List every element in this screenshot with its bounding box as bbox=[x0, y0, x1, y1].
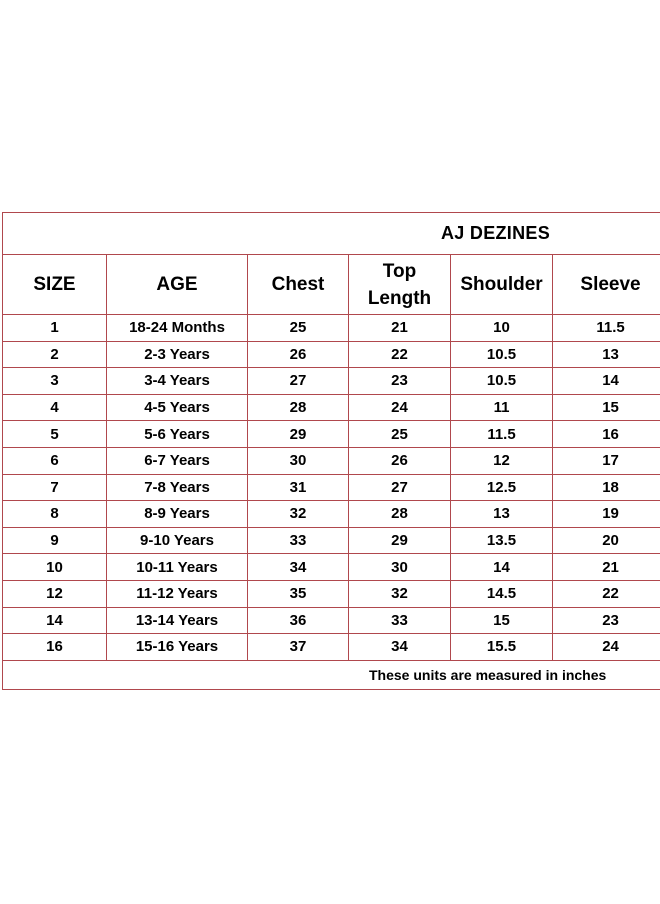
cell-age: 18-24 Months bbox=[107, 315, 248, 342]
table-row bbox=[3, 634, 660, 661]
cell-top-length: 32 bbox=[349, 580, 451, 607]
table-row bbox=[3, 501, 660, 528]
cell-top-length: 30 bbox=[349, 554, 451, 581]
cell-age: 9-10 Years bbox=[107, 527, 248, 554]
header-top-length-line1: Top bbox=[382, 260, 417, 282]
cell-chest: 30 bbox=[248, 447, 349, 474]
header-top-length bbox=[349, 255, 451, 315]
table-row bbox=[3, 447, 660, 474]
table-row bbox=[3, 341, 660, 368]
table-row bbox=[3, 527, 660, 554]
table-row bbox=[3, 554, 660, 581]
cell-sleeve: 22 bbox=[553, 580, 660, 607]
note-row bbox=[3, 660, 660, 689]
cell-chest: 28 bbox=[248, 394, 349, 421]
cell-size: 9 bbox=[3, 527, 107, 554]
cell-shoulder: 10.5 bbox=[451, 368, 553, 395]
cell-shoulder: 14.5 bbox=[451, 580, 553, 607]
cell-sleeve: 15 bbox=[553, 394, 660, 421]
cell-shoulder: 13 bbox=[451, 501, 553, 528]
cell-age: 7-8 Years bbox=[107, 474, 248, 501]
cell-shoulder: 11 bbox=[451, 394, 553, 421]
cell-age: 3-4 Years bbox=[107, 368, 248, 395]
header-age: AGE bbox=[107, 255, 248, 315]
cell-chest: 36 bbox=[248, 607, 349, 634]
header-top-length-line2: Length bbox=[367, 287, 432, 309]
cell-shoulder: 13.5 bbox=[451, 527, 553, 554]
table-row bbox=[3, 474, 660, 501]
cell-top-length: 24 bbox=[349, 394, 451, 421]
cell-size: 3 bbox=[3, 368, 107, 395]
brand-row bbox=[3, 213, 660, 255]
cell-size: 10 bbox=[3, 554, 107, 581]
header-sleeve: Sleeve bbox=[553, 255, 660, 315]
cell-top-length: 28 bbox=[349, 501, 451, 528]
cell-size: 8 bbox=[3, 501, 107, 528]
cell-sleeve: 24 bbox=[553, 634, 660, 661]
cell-age: 11-12 Years bbox=[107, 580, 248, 607]
table-row bbox=[3, 368, 660, 395]
cell-chest: 26 bbox=[248, 341, 349, 368]
cell-chest: 33 bbox=[248, 527, 349, 554]
cell-top-length: 33 bbox=[349, 607, 451, 634]
cell-top-length: 27 bbox=[349, 474, 451, 501]
cell-size: 4 bbox=[3, 394, 107, 421]
cell-shoulder: 12.5 bbox=[451, 474, 553, 501]
cell-top-length: 25 bbox=[349, 421, 451, 448]
table-row bbox=[3, 607, 660, 634]
cell-age: 5-6 Years bbox=[107, 421, 248, 448]
cell-sleeve: 20 bbox=[553, 527, 660, 554]
cell-size: 12 bbox=[3, 580, 107, 607]
table-row bbox=[3, 580, 660, 607]
cell-age: 15-16 Years bbox=[107, 634, 248, 661]
cell-age: 6-7 Years bbox=[107, 447, 248, 474]
cell-shoulder: 12 bbox=[451, 447, 553, 474]
cell-chest: 29 bbox=[248, 421, 349, 448]
cell-chest: 37 bbox=[248, 634, 349, 661]
header-size: SIZE bbox=[3, 255, 107, 315]
cell-sleeve: 13 bbox=[553, 341, 660, 368]
table-row bbox=[3, 315, 660, 342]
brand-name: AJ DEZINES bbox=[3, 213, 660, 255]
header-chest: Chest bbox=[248, 255, 349, 315]
cell-chest: 31 bbox=[248, 474, 349, 501]
header-shoulder: Shoulder bbox=[451, 255, 553, 315]
cell-size: 7 bbox=[3, 474, 107, 501]
cell-size: 2 bbox=[3, 341, 107, 368]
size-chart-table bbox=[2, 212, 660, 690]
cell-chest: 27 bbox=[248, 368, 349, 395]
cell-chest: 34 bbox=[248, 554, 349, 581]
cell-top-length: 22 bbox=[349, 341, 451, 368]
cell-shoulder: 10.5 bbox=[451, 341, 553, 368]
cell-age: 13-14 Years bbox=[107, 607, 248, 634]
cell-age: 2-3 Years bbox=[107, 341, 248, 368]
cell-size: 5 bbox=[3, 421, 107, 448]
cell-age: 10-11 Years bbox=[107, 554, 248, 581]
cell-sleeve: 23 bbox=[553, 607, 660, 634]
cell-shoulder: 15 bbox=[451, 607, 553, 634]
header-row bbox=[3, 255, 660, 315]
cell-size: 16 bbox=[3, 634, 107, 661]
cell-top-length: 21 bbox=[349, 315, 451, 342]
cell-size: 14 bbox=[3, 607, 107, 634]
units-note: These units are measured in inches bbox=[3, 660, 660, 689]
cell-sleeve: 21 bbox=[553, 554, 660, 581]
cell-age: 8-9 Years bbox=[107, 501, 248, 528]
cell-sleeve: 17 bbox=[553, 447, 660, 474]
cell-top-length: 23 bbox=[349, 368, 451, 395]
cell-sleeve: 16 bbox=[553, 421, 660, 448]
cell-shoulder: 14 bbox=[451, 554, 553, 581]
cell-shoulder: 15.5 bbox=[451, 634, 553, 661]
cell-chest: 32 bbox=[248, 501, 349, 528]
cell-age: 4-5 Years bbox=[107, 394, 248, 421]
cell-chest: 25 bbox=[248, 315, 349, 342]
cell-top-length: 29 bbox=[349, 527, 451, 554]
cell-shoulder: 10 bbox=[451, 315, 553, 342]
cell-size: 6 bbox=[3, 447, 107, 474]
table-row bbox=[3, 421, 660, 448]
table-row bbox=[3, 394, 660, 421]
cell-sleeve: 14 bbox=[553, 368, 660, 395]
cell-chest: 35 bbox=[248, 580, 349, 607]
cell-shoulder: 11.5 bbox=[451, 421, 553, 448]
cell-sleeve: 19 bbox=[553, 501, 660, 528]
cell-top-length: 34 bbox=[349, 634, 451, 661]
cell-size: 1 bbox=[3, 315, 107, 342]
cell-sleeve: 18 bbox=[553, 474, 660, 501]
cell-top-length: 26 bbox=[349, 447, 451, 474]
cell-sleeve: 11.5 bbox=[553, 315, 660, 342]
